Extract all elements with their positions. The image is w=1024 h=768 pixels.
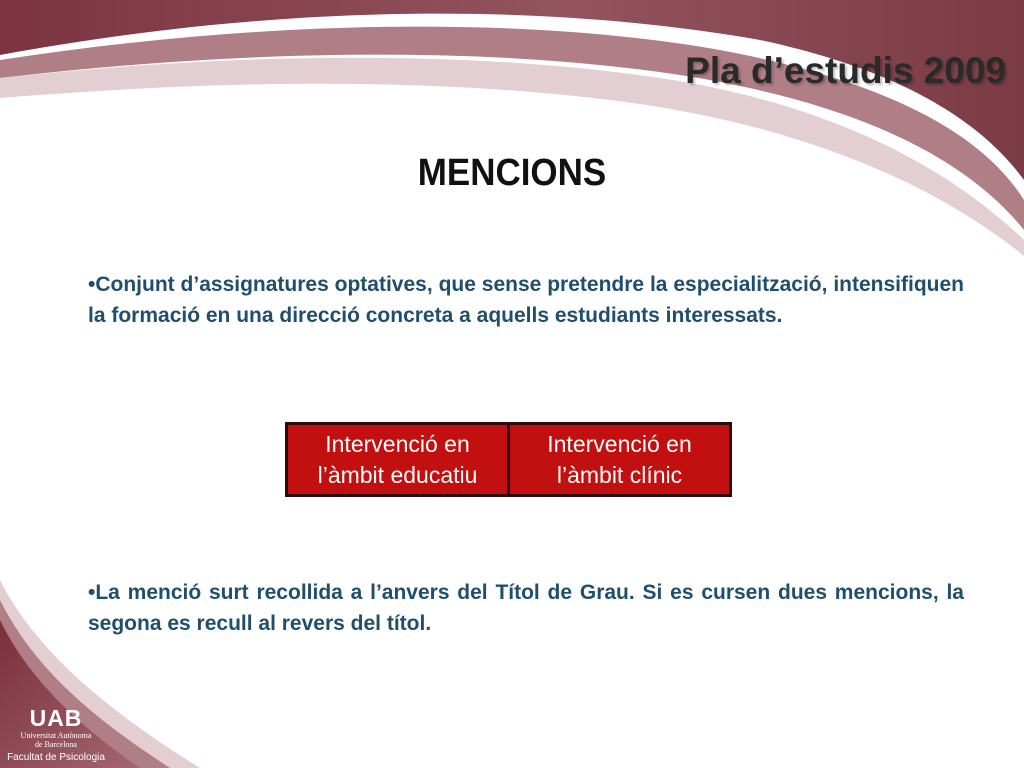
bullet-title-note: •La menció surt recollida a l’anvers del Títol de Grau. Si es cursen dues mencions, la segona es recull al revers del títol. (88, 581, 964, 635)
mentions-row (287, 424, 731, 496)
logo-university-line: Universitat Autònoma (20, 731, 92, 740)
uab-logo (6, 705, 106, 765)
section-title: MENCIONS (417, 152, 607, 194)
logo-faculty: Facultat de Psicologia (7, 752, 105, 763)
header-title: Pla d’estudis 2009 (685, 50, 1006, 91)
logo-mark: UAB (29, 705, 83, 731)
mention-cell-educational (287, 424, 509, 496)
mention-line: l’àmbit educatiu (317, 461, 478, 488)
mention-line: Intervenció en (547, 430, 692, 457)
mention-cell-clinical (509, 424, 731, 496)
bullet-description: •Conjunt d’assignatures optatives, que sense pretendre la especialització, intensifiquen la formació en una direcció concreta a aquells estudiants interessats. (88, 273, 964, 327)
mention-line: l’àmbit clínic (556, 461, 683, 488)
logo-university-line: de Barcelona (35, 740, 77, 749)
mentions-table (285, 422, 732, 497)
mention-line: Intervenció en (325, 430, 470, 457)
